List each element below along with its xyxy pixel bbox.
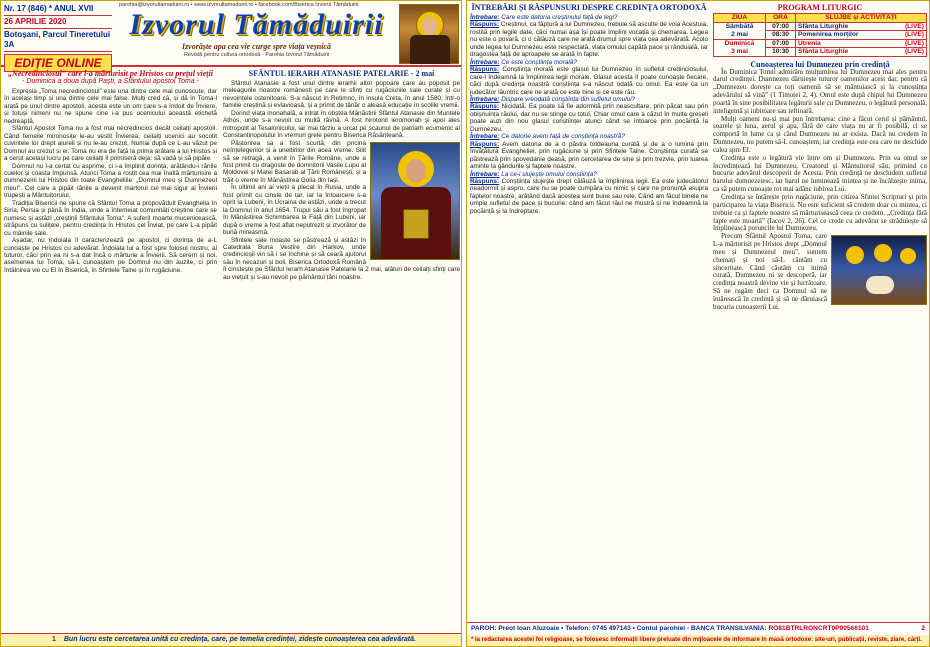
masthead (1, 1, 462, 70)
question: Întrebare: Dispare vreodată conștiința din sufletul omului? (470, 95, 636, 103)
newspaper-title: Izvorul Tămăduirii (129, 8, 384, 41)
answer: Răspuns: Nicidată. Ea poate să fie adormită prin neascultare, prin păcat sau prin obișnuința răului, dar nu se stinge cu totul. Chiar omul care a căzut în multe greșeli poate auzi din nou glasul conștiinței atunci când se întoarce prin pocăință la Dumnezeu. (470, 103, 708, 133)
issue-date: 26 APRILIE 2020 (4, 16, 112, 29)
page-number: 1 (52, 636, 56, 643)
table-row (714, 39, 927, 48)
thomas-heading: „Necredinciosul” care l-a mărturisit pe Hristos cu prețul vieții (8, 69, 213, 78)
paragraph: Credința se întărește prin rugăciune, prin citirea Sfintei Scripturi și prin participarea la viața Bisericii. Nu este suficient să credem doar cu mintea, ci trebuie ca și faptele noastre să mărturisească ceea ce credem. „Credința fără fapte este moartă” (Iacov 2, 26). Cel ce crede cu adevărat se străduiește să împlinească poruncile lui Dumnezeu. (713, 193, 927, 233)
program-day: Duminică 3 mai (714, 39, 766, 56)
answer: Răspuns: Conștiința morală este glasul lui Dumnezeu în sufletul credinciosului, care-l îndeamnă la împlinirea legii morale. Glasul acesta îl poate cunoaște fiecare, căci după credința noastră conștiința s-a născut odată cu omul. Ea este ca un judecător lăuntric care ne arată ce este bine și ce este rău. (470, 66, 708, 96)
left-footer (1, 633, 461, 646)
editorial-note: * Ia redactarea acestei foi religioase, se folosesc informații libere preluate din mijloacele de informare în masă ortodoxe: site-uri, publicații, reviste, ziare, cărți. (467, 635, 929, 646)
saint-article (223, 69, 460, 634)
right-column (713, 3, 927, 631)
edition-badge: EDIȚIE ONLINE (4, 54, 112, 72)
question: Întrebare: Ce este conștiința morală? (470, 58, 577, 66)
left-page-body (1, 69, 462, 634)
col-header-service: SLUJBE și ACTIVITĂȚI (796, 14, 927, 23)
page-number: 2 (921, 625, 925, 632)
paragraph: Domnul nu l-a certat cu asprime, ci i-a împlinit dorința, arătându-i rănile cuielor și coasta împunsă. Atunci Toma a rostit cea mai înaltă mărturisire a dumnezeirii lui Hristos din toate Evangheliile: „Domnul meu și Dumnezeul meu!”. Cel care a pipăit rănile a devenit martorul cel mai sigur al Învierii trupești a Mântuitorului. (4, 162, 217, 200)
saint-athanasius-icon (370, 142, 460, 260)
program-title: PROGRAM LITURGIC (777, 3, 863, 12)
thomas-article (4, 69, 217, 634)
answer: Răspuns: Conștiința slujește drept călăuză la împlinirea legii. Ea este judecătorul neadormit și aspru, care nu se poate cumpăra cu nimic și care ne pronunță asupra faptelor noastre, arătând dacă acestea sunt bune sau rele. Când am făcut binele ne umple sufletul de pace și bucurie; când am făcut răul ne mustră și ne îndeamnă la pocăință și la îndreptare. (470, 177, 708, 215)
answer: Răspuns: Avem datoria de a o păstra totdeauna curată și de a o lumina prin învățătura Evangheliei, prin rugăciune și prin Sfintele Taine. Conștiința curată se păstrează prin spovedanie deasă, prin cercetarea de sine și prin trezvie, prin luarea aminte la gândurile și faptele noastre. (470, 140, 708, 171)
nativity-icon-image (831, 235, 927, 305)
question: Întrebare: Ce datorie avem față de conștiința noastră? (470, 133, 625, 141)
program-hour: 10:30 (766, 48, 796, 57)
saint-icon-image (399, 4, 459, 64)
live-badge: (LIVE) (904, 22, 924, 30)
live-badge: (LIVE) (904, 31, 924, 38)
paragraph: Sfântul Atanasie a fost unul dintre ierarhii altor popoare care au poposit pe meleagurile noastre românești pe care le sfinți cu rugăciunile sale curate și cu nevoințele ostenitoare. S-a născut în Retimno, în insula Creta, în anul 1580, într-o familie creștină și evlavioasă, și a primit de tânăr o aleasă educație în școlile vremii. (223, 80, 460, 110)
program-service: (LIVE) Utrenia (796, 39, 927, 48)
program-hour: 08:30 (766, 31, 796, 40)
paragraph: Așadar, nu îndoiala îl caracterizează pe apostol, ci dorința de a-L cunoaște pe Hristos cu adevărat. Îndoiala lui a fost spre folosul nostru, al tuturor, căci prin ea ni s-a dat încă o mărturie a Învierii. Să cerem și noi, asemenea lui Toma, să-L cunoaștem pe Domnul nu din auzite, ci prin întâlnirea vie cu El în Biserică, în Sfintele Taine și în rugăciune. (4, 237, 217, 274)
liturgical-program-table (713, 13, 927, 57)
paragraph: Păstorirea sa a fost scurtă, din pricina neînțelegerilor și a uneltirilor din acea vreme. Silit să se retragă, a venit în Țările Române, unde a fost primit cu dragoste de domnitorii Vasile Lupu al Moldovei și Matei Basarab al Țării Românești, și a trăit o vreme în Mănăstirea Golia din Iași. (223, 139, 366, 184)
paragraph: Sfintele sale moaște se păstrează și astăzi în Catedrala Buna Vestire din Harkov, unde credincioșii vin să i se închine și să ceară ajutorul său în necazuri și boli. Biserica Ortodoxă Română îl cinstește pe Sfântul Ierarh Atanasie Patelarie la 2 mai, alături de ceilalți sfinți care au viețuit și s-au nevoit pe pământul țării noastre. (223, 236, 460, 281)
program-hour: 07:00 (766, 39, 796, 48)
contact-line: parohia@izvorultamaduirii.ro • www.izvorultamaduirii.ro • facebook.com/Biserica Izvorul Tămăduirii (119, 2, 359, 8)
question: Întrebare: La ce-i slujește omului conștiința? (470, 170, 597, 178)
qa-heading: ÎNTREBĂRI ȘI RĂSPUNSURI DESPRE CREDINȚA ORTODOXĂ (471, 3, 707, 12)
issue-info (4, 3, 112, 72)
paragraph: Credința este o legătură vie între om și Dumnezeu. Prin ea omul se încredințează lui Dumnezeu, Creatorul și Mântuitorul său, primind cu bucurie adevărul descoperit de Acesta. Prin credință ne deschidem sufletul harului dumnezeiesc, iar harul ne luminează mintea și ne încălzește inima, ca să putem cunoaște tot mai adânc iubirea Lui. (713, 153, 927, 194)
paragraph: În Duminica Tomii admirăm mulțumirea lui Dumnezeu mai ales pentru darul credinței. Dumnezeu dăruiește tuturor oamenilor acest dar, pentru că „Dumnezeu dorește ca toți oamenii să se mântuiască și la cunoștința adevărului să vină” (1 Timotei 2, 4). Omul este după chipul lui Dumnezeu poartă în sine posibilitatea legăturii sale cu Dumnezeu, o legătură personală, inteligentă și iubitoare sau ieftioară. (713, 67, 927, 115)
program-hour: 07:00 (766, 22, 796, 31)
question: Întrebare: Care este datoria creștinului față de legi? (470, 14, 618, 21)
program-service: (LIVE) Sfânta Liturghie (796, 22, 927, 31)
bank-account: RO81BTRLRONCRT0P90566101 (768, 625, 869, 632)
live-badge: (LIVE) (904, 39, 924, 47)
knowledge-heading: Cunoașterea lui Dumnezeu prin credință (750, 59, 890, 69)
qa-section (470, 3, 708, 631)
thomas-subheading: - Duminica a doua după Paști, a Sfântului apostol Toma - (22, 78, 199, 85)
program-service: (LIVE) Pomenirea morților (796, 31, 927, 40)
page-left (0, 0, 462, 647)
col-header-hour: ORA (766, 14, 796, 23)
col-header-day: ZIUA (714, 14, 766, 23)
paragraph: Dorind viața monahală, a intrat în obștea Mănăstirii Sfântul Atanasie din Muntele Athos, unde s-a nevoit cu multă râvnă. A fost hirotonit ieromonah și apoi ales mitropolit al Tesalonicului, iar mai târziu a urcat pe scaunul de patriarh ecumenic al Constantinopolului în vremuri grele pentru Biserica Răsăriteană. (223, 109, 460, 140)
paragraph: În ultimii ani ai vieții a plecat în Rusia, unde a fost primit cu cinste de țar, iar la întoarcere s-a oprit la Lubeni, în Ucraina de astăzi, unde a trecut la Domnul în anul 1654. Trupul său a fost îngropat în Mănăstirea Schimbarea la Față din Lubeni, iar după o vreme a fost aflat neputrezit și izvorâtor de bună mireasmă. (223, 184, 366, 237)
program-day: Sâmbătă 2 mai (714, 22, 766, 39)
saint-heading: SFÂNTUL IERARH ATANASIE PATELARIE - 2 mai (248, 69, 435, 78)
parish-contact: PAROH: Preot Ioan Aluzoaie • Telefon: 0745 497143 • Contul parohiei - BANCA TRANSILVANIA: RO81BTRLRONCRT0P90566101 2 (467, 623, 929, 635)
table-row (714, 22, 927, 31)
page-right (466, 0, 930, 647)
answer: Răspuns: Creștinul, ca făptură a lui Dumnezeu, trebuie să asculte de voia Acestuia, rostită prin legile date, căci numai așa își poate împlini vocația și chemarea. Legea nu este o povară, ci o călăuză care ne arată drumul spre viața cea adevărată. Acolo unde legea lui Dumnezeu este respectată, viața omului capătă pace și rânduială, iar dragostea față de aproapele se arată în fapte. (470, 21, 708, 59)
right-footer (467, 622, 929, 646)
paragraph: Tradiția Bisericii ne spune că Sfântul Toma a propovăduit Evanghelia în Siria, Persia și până în India, unde a întemeiat comunități creștine care se numesc și astăzi „creștinii Sfântului Toma”. A suferit moarte mucenicească, străpuns cu sulițele, pentru credința în Hristos cel Înviat, pe care L-a pipăit cu mâinile sale. (4, 199, 217, 237)
parish-address: Botoșani, Parcul Tineretului 3A (4, 29, 112, 52)
paragraph: Sfântul Apostol Toma nu a fost mai necredincios decât ceilalți apostoli. Când femeile mironosițe le-au vestit Învierea, ceilalți ucenici au socotit cuvintele lor drept aiureli și nu le-au crezut. Numai după ce L-au văzut pe Domnul au crezut și ei. Toma nu era de față la prima arătare a lui Hristos și a cerut același lucru pe care ceilalți îl primiseră deja: să vadă și să pipăie. (4, 125, 217, 163)
paragraph: Expresia „Toma necredinciosul” este una dintre cele mai cunoscute, dar în același timp și una dintre cele mai false. Mulți cred că, și dă în Toma-l arată pe unul dintre apostoli, acesta este un om care s-a îndoit de Înviere, și totuși nimeni nu ne spune cine i-a pus ucenicului această etichetă nedreaptă. (4, 88, 217, 125)
issue-number: Nr. 17 (846) * ANUL XVII (4, 3, 112, 16)
knowledge-article (713, 60, 927, 312)
paragraph: Mulți oameni nu-și mai pun întrebarea: cine a făcut cerul și pământul, soarele și luna, aerul și apa, fără de care viața nu ar fi posibilă, ci se comportă în lume ca și când Dumnezeu nu ar exista. Dacă nu credem în Dumnezeu, nu putem să-L cunoaștem; iar credința este cea care ne deschide calea spre El. (713, 114, 927, 154)
program-service: (LIVE) Sfânta Liturghie (796, 48, 927, 57)
newspaper-motto: Izvorăște apa cea vie curge spre viața veșnică (181, 42, 332, 51)
footer-quote: Bun lucru este cercetarea unită cu credința, care, pe temelia credinței, zidește cunoașterea cea adevărată. (63, 636, 416, 643)
newspaper-subtitle: Revistă pentru cultura ortodoxă - Parohia Izvorul Tămăduirii (183, 52, 330, 58)
live-badge: (LIVE) (904, 48, 924, 55)
paragraph: Precum Sfântul Apostol Toma, care L-a mărturisit pe Hristos drept „Domnul meu și Dumnezeul meu”, suntem chemați și noi să-L căutăm cu sinceritate. Când căutăm cu inimă curată, Dumnezeu ni se descoperă, iar credința noastră devine vie și lucrătoare. Să ne rugăm deci ca Domnul să ne întărească în credință și să ne dăruiască bucuria cunoașterii Lui. (713, 232, 827, 311)
